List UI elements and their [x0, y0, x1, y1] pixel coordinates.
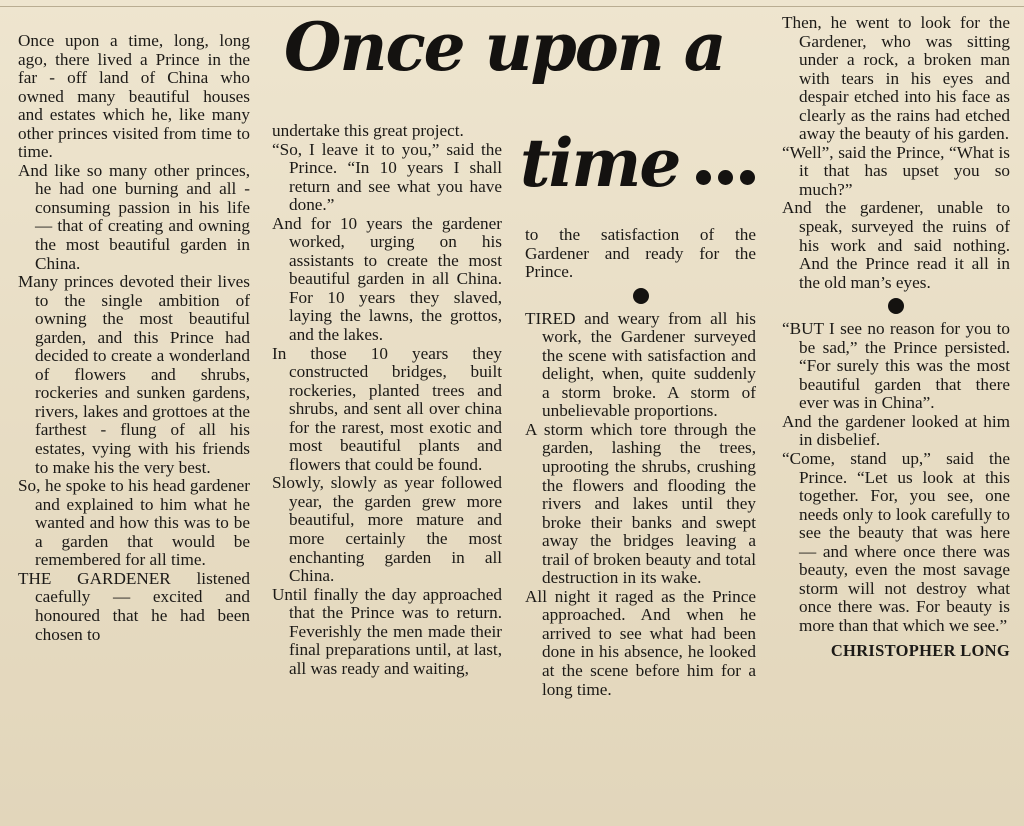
paragraph: Until finally the day approached that the Prince was to return. Feverishly the men made their final preparations until, at last, all was ready and waiting,	[272, 584, 502, 678]
paragraph: Many princes devoted their lives to the single ambition of owning the most beautiful garden, and this Prince had decided to create a wonderland of flowers and shrubs, rockeries and sunken gardens, rivers, lakes and grottoes at the farthest - flung of all his estates, vying with his friends to make his the very best.	[18, 272, 250, 477]
column-3	[525, 226, 756, 699]
headline-line-2: time	[520, 124, 680, 202]
paragraph: And like so many other princes, he had one burning and all - consuming passion in his life — that of creating and owning the most beautiful garden in China.	[18, 160, 250, 273]
headline-ellipsis	[696, 170, 755, 185]
paragraph: And for 10 years the gardener worked, urging on his assistants to create the most beautiful garden in all China. For 10 years they slaved, laying the lawns, the grottos, and the lakes.	[272, 213, 502, 345]
paragraph: Then, he went to look for the Gardener, who was sitting under a rock, a broken man with tears in his eyes and despair etched into his face as clearly as the rains had etched away the beauty of his garden.	[782, 13, 1010, 144]
paragraph: “Come, stand up,” said the Prince. “Let us look at this together. For, you see, one needs only to look carefully to see the beauty that was here — and where once there was beauty, even the most savage storm will not destroy what once there was. For beauty is more than that which we see.”	[782, 449, 1010, 635]
ellipsis-dot	[718, 170, 733, 185]
paragraph: undertake this great project.	[272, 121, 464, 140]
column-1	[18, 32, 250, 644]
column-4	[782, 14, 1010, 660]
paragraph: A storm which tore through the garden, lashing the trees, uprooting the shrubs, crushing the flowers and flooding the rivers and lakes until they broke their banks and swept away the bridges leaving a trail of broken beauty and total destruction in its wake.	[525, 419, 756, 588]
paragraph: And the gardener looked at him in disbelief.	[782, 411, 1010, 450]
paragraph: to the satisfaction of the Gardener and ready for the Prince.	[525, 225, 756, 282]
section-break-bullet	[888, 298, 904, 314]
paragraph: THE GARDENER listened caefully — excited and honoured that he had been chosen to	[18, 568, 250, 644]
column-2	[272, 122, 502, 678]
paragraph: “So, I leave it to you,” said the Prince. “In 10 years I shall return and see what you have done.”	[272, 139, 502, 215]
paragraph: “Well”, said the Prince, “What is it that has upset you so much?”	[782, 142, 1010, 199]
headline-line-1: Once upon a	[284, 8, 725, 86]
paragraph: “BUT I see no reason for you to be sad,” the Prince persisted. “For surely this was the most beautiful garden that there ever was in China”.	[782, 319, 1010, 413]
paragraph: All night it raged as the Prince approached. And when he arrived to see what had been done in his absence, he looked at the scene before him for a long time.	[525, 586, 756, 699]
byline: CHRISTOPHER LONG	[830, 640, 1010, 660]
ellipsis-dot	[696, 170, 711, 185]
paragraph: So, he spoke to his head gardener and explained to him what he wanted and how this was to be a garden that would be remembered for all time.	[18, 476, 250, 570]
paragraph: Once upon a time, long, long ago, there lived a Prince in the far - off land of China who owned many beautiful houses and estates which he, like many other princes visited from time to time.	[18, 31, 250, 162]
paragraph: In those 10 years they constructed bridges, built rockeries, planted trees and shrubs, and sent all over china for the rarest, most exotic and most beautiful plants and flowers that could be found.	[272, 343, 502, 474]
paragraph: TIRED and weary from all his work, the Gardener surveyed the scene with satisfaction and delight, when, quite suddenly a storm broke. A storm of unbelievable proportions.	[525, 308, 756, 421]
paragraph: Slowly, slowly as year followed year, the garden grew more beautiful, more mature and more certainly the most enchanting garden in all China.	[272, 473, 502, 586]
paragraph: And the gardener, unable to speak, surveyed the ruins of his work and said nothing. And the Prince read it all in the old man’s eyes.	[782, 198, 1010, 292]
section-break-bullet	[633, 288, 649, 304]
ellipsis-dot	[740, 170, 755, 185]
